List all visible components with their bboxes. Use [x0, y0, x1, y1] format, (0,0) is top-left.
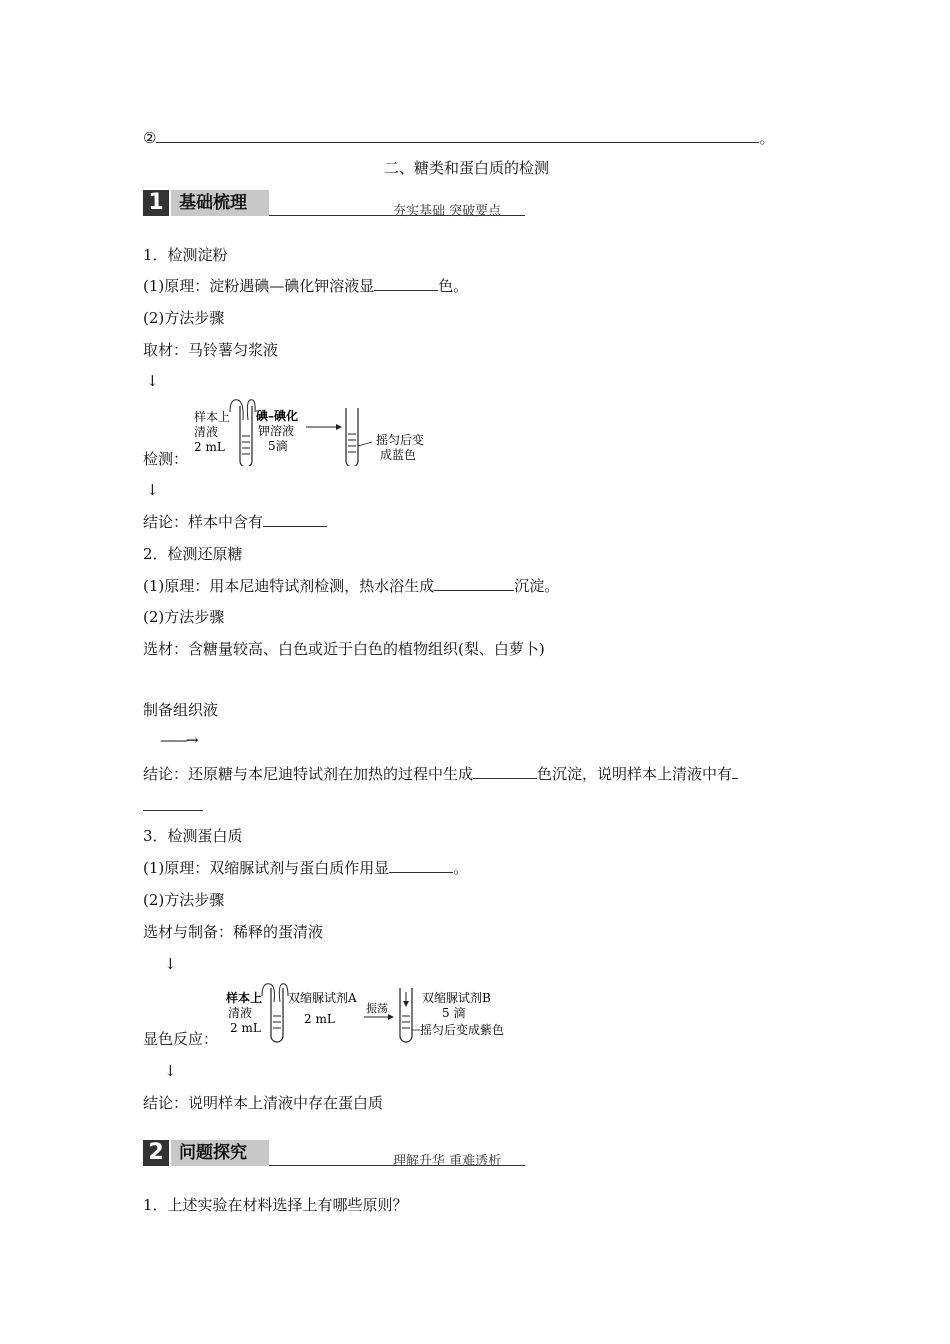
- test-tube-2: [346, 408, 358, 466]
- sugar-method: (2)方法步骤: [143, 608, 225, 626]
- test-tube-1: [271, 988, 283, 1042]
- dashed-arrow: ——→: [160, 731, 197, 749]
- fig-result-label-2: 成蓝色: [380, 448, 417, 462]
- circled-number: ②: [143, 129, 157, 147]
- protein-principle: [143, 858, 468, 878]
- starch-principle: [143, 276, 468, 296]
- protein-material: 选材与制备：稀释的蛋清液: [143, 923, 324, 941]
- fig-reagent-label-1: 碘–碘化: [256, 409, 299, 423]
- down-arrow: ↓: [164, 1062, 177, 1080]
- fig-sample-label-1: 样本上: [194, 410, 231, 424]
- sugar-material: 选材：含糖量较高、白色或近于白色的植物组织(梨、白萝卜): [143, 640, 545, 658]
- starch-material: 取材：马铃薯匀浆液: [143, 341, 279, 359]
- banner-subtitle: 理解升华 重难透析: [393, 1154, 502, 1169]
- banner-problem-inquiry: [143, 1140, 525, 1169]
- protein-heading: 3．检测蛋白质: [143, 827, 243, 845]
- section-heading: 二、糖类和蛋白质的检测: [384, 159, 550, 177]
- fig-reagentB-label-2: 5 滴: [442, 1006, 466, 1020]
- fig-sample-label-3: 2 mL: [230, 1021, 261, 1035]
- period: 。: [759, 129, 775, 147]
- sugar-substance-blank-continued: [143, 810, 203, 811]
- arrow-head: [388, 1014, 394, 1020]
- sugar-precipitate-blank: [434, 576, 514, 591]
- sugar-conclusion: [143, 764, 738, 784]
- fig-reagent-label-2: 钾溶液: [258, 424, 295, 438]
- fig-sample-label-2: 清液: [228, 1006, 253, 1020]
- sugar-principle-end: 沉淀。: [514, 577, 560, 595]
- sugar-prep: 制备组织液: [143, 701, 219, 719]
- starch-detect-label: 检测：: [143, 450, 189, 468]
- fig-reagentA-label-2: 2 mL: [304, 1012, 335, 1026]
- sugar-substance-blank: [732, 764, 738, 779]
- starch-method: (2)方法步骤: [143, 309, 225, 327]
- down-arrow: ↓: [146, 481, 159, 499]
- banner-subtitle: 夯实基础 突破要点: [393, 204, 502, 219]
- fig-sample-label-2: 清液: [194, 425, 219, 439]
- protein-reaction-label: 显色反应：: [143, 1030, 219, 1048]
- answer-line-2: [143, 128, 774, 148]
- protein-principle-end: 。: [453, 859, 469, 877]
- sugar-conclusion-text-2: 色沉淀，说明样本上清液中有: [537, 765, 733, 783]
- arrow-head: [336, 424, 342, 430]
- fig-reagentA-label-1: 双缩脲试剂A: [288, 991, 357, 1005]
- down-arrow: ↓: [164, 955, 177, 973]
- starch-conclusion: [143, 512, 327, 532]
- protein-conclusion: 结论：说明样本上清液中存在蛋白质: [143, 1094, 384, 1112]
- fig-result-label-1: 摇匀后变: [376, 433, 425, 447]
- drop-arrow: [403, 1001, 409, 1007]
- sugar-color-blank: [473, 764, 537, 779]
- starch-principle-text: (1)原理：淀粉遇碘—碘化钾溶液显: [143, 277, 375, 295]
- sugar-principle: [143, 576, 559, 596]
- starch-principle-end: 色。: [438, 277, 469, 295]
- down-arrow: ↓: [146, 372, 159, 390]
- protein-test-figure: [224, 980, 514, 1046]
- starch-test-figure: [190, 396, 430, 466]
- starch-heading: 1．检测淀粉: [143, 246, 228, 264]
- callout-line: [358, 442, 372, 446]
- sugar-conclusion-text: 结论：还原糖与本尼迪特试剂在加热的过程中生成: [143, 765, 474, 783]
- fig-reagent-label-3: 5滴: [268, 439, 288, 453]
- answer-blank: [156, 128, 759, 143]
- fig-result-label: 摇匀后变成紫色: [420, 1023, 505, 1037]
- starch-conclusion-text: 结论：样本中含有: [143, 513, 264, 531]
- pipette-left: [230, 400, 243, 420]
- banner-title: 基础梳理: [171, 190, 269, 216]
- sugar-principle-text: (1)原理：用本尼迪特试剂检测，热水浴生成: [143, 577, 435, 595]
- banner-basic-review: [143, 190, 525, 219]
- pipette-left: [262, 984, 275, 1002]
- fig-sample-label-1: 样本上: [226, 991, 263, 1005]
- fig-shake-label: 振荡: [366, 1002, 388, 1015]
- fig-reagentB-label-1: 双缩脲试剂B: [422, 991, 491, 1005]
- banner-title: 问题探究: [171, 1140, 269, 1166]
- protein-method: (2)方法步骤: [143, 891, 225, 909]
- protein-color-blank: [389, 858, 453, 873]
- sugar-heading: 2．检测还原糖: [143, 545, 243, 563]
- starch-conclusion-blank: [263, 512, 327, 527]
- fig-sample-label-3: 2 mL: [194, 440, 225, 454]
- question-1: 1．上述实验在材料选择上有哪些原则？: [143, 1196, 408, 1214]
- banner-number: 2: [143, 1140, 169, 1166]
- banner-number: 1: [143, 190, 169, 216]
- protein-principle-text: (1)原理：双缩脲试剂与蛋白质作用显: [143, 859, 390, 877]
- pipette-right: [247, 400, 255, 420]
- pipette-right: [279, 984, 288, 1002]
- starch-color-blank: [374, 276, 438, 291]
